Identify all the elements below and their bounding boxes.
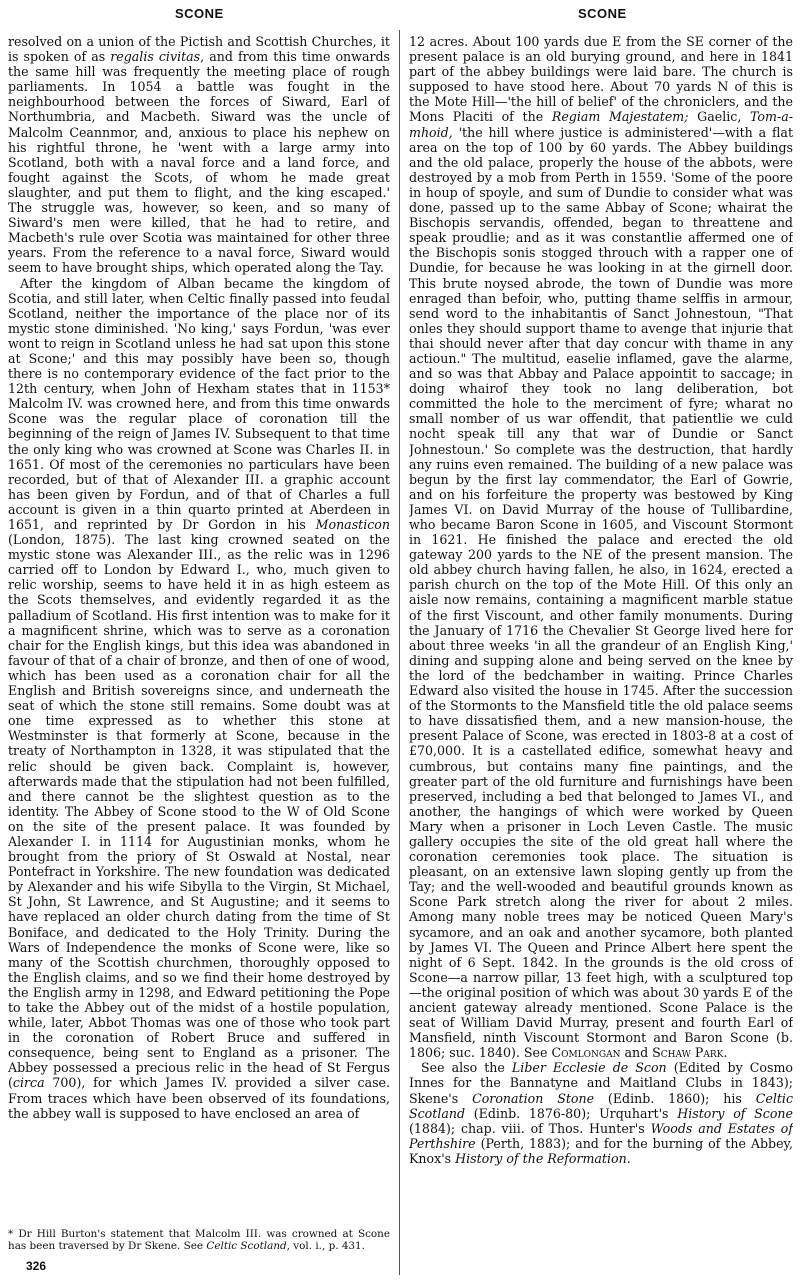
right-column (409, 34, 793, 1282)
page-number: 326 (26, 1259, 47, 1273)
running-head-right: SCONE (578, 6, 627, 21)
column-divider (399, 30, 400, 1275)
cross-reference: Comlongan (551, 1045, 621, 1061)
right-paragraph-2: See also the Liber Ecclesie de Scon (Edited by Cosmo Innes for the Bannatyne and Maitland Clubs in 1843); Skene's Coronation Stone (Edinb. 1860); his Celtic Scotland (Edinb. 1876-80); Urquhart's History of Scone (1884); chap. viii. of Thos. Hunter's Woods and Estates of Perthshire (Perth, 1883); and for the burning of the Abbey, Knox's History of the Reformation. (409, 1060, 793, 1166)
footnote: * Dr Hill Burton's statement that Malcolm III. was crowned at Scone has been traversed by Dr Skene. See Celtic Scotland, vol. i., p. 431. (8, 1228, 390, 1253)
left-paragraph-1: resolved on a union of the Pictish and Scottish Churches, it is spoken of as regalis civitas, and from this time onwards the same hill was frequently the meeting place of rough parliaments. In 1054 a battle was fought in the neighbourhood between the forces of Siward, Earl of Northumbria, and Macbeth. Siward was the uncle of Malcolm Ceannmor, and, anxious to place his nephew on his rightful throne, he 'went with a large army into Scotland, both with a naval force and a land force, and fought against the Scots, of whom he made great slaughter, and put them to flight, and the king escaped.' The struggle was, however, so keen, and so many of Siward's men were killed, that he had to retire, and Macbeth's rule over Scotia was maintained for other three years. From the reference to a naval force, Siward would seem to have brought ships, which operated along the Tay. (8, 34, 390, 276)
left-paragraph-2: After the kingdom of Alban became the kingdom of Scotia, and still later, when Celtic finally passed into feudal Scotland, neither the importance of the place nor of its mystic stone diminished. 'No king,' says Fordun, 'was ever wont to reign in Scotland unless he had sat upon this stone at Scone;' and this may possibly have been so, though there is no contemporary evidence of the fact prior to the 12th century, when John of Hexham states that in 1153* Malcolm IV. was crowned here, and from this time onwards Scone was the regular place of coronation till the beginning of the reign of James IV. Subsequent to that time the only king who was crowned at Scone was Charles II. in 1651. Of most of the ceremonies no particulars have been recorded, but of that of Alexander III. a graphic account has been given by Fordun, and of that of Charles a full account is given in a thin quarto printed at Aberdeen in 1651, and reprinted by Dr Gordon in his Monasticon (London, 1875). The last king crowned seated on the mystic stone was Alexander III., as the relic was in 1296 carried off to London by Edward I., who, much given to relic worship, seems to have held it in as high esteem as the Scots themselves, and evidently regarded it as the palladium of Scotland. His first intention was to make for it a magnificent shrine, which was to serve as a coronation chair for the English kings, but this idea was abandoned in favour of that of a chair of bronze, and then of one of wood, which has been used as a coronation chair for all the English and British sovereigns since, and underneath the seat of which the stone still remains. Some doubt was at one time expressed as to whether this stone at Westminster is that formerly at Scone, because in the treaty of Northampton in 1328, it was stipulated that the relic should be given back. Complaint is, however, afterwards made that the stipulation had not been fulfilled, and there cannot be the slightest question as to the identity. The Abbey of Scone stood to the W of Old Scone on the site of the present palace. It was founded by Alexander I. in 1114 for Augustinian monks, whom he brought from the priory of St Oswald at Nostal, near Pontefract in Yorkshire. The new foundation was dedicated by Alexander and his wife Sibylla to the Virgin, St Michael, St John, St Lawrence, and St Augustine; and it seems to have replaced an older church dating from the time of St Boniface, and dedicated to the Holy Trinity. During the Wars of Independence the monks of Scone were, like so many of the Scottish churchmen, thoroughly opposed to the English claims, and so we find their home destroyed by the English army in 1298, and Edward petitioning the Pope to take the Abbey out of the midst of a hostile population, while, later, Abbot Thomas was one of those who took part in the coronation of Robert Bruce and suffered in consequence, being sent to England as a prisoner. The Abbey possessed a precious relic in the head of St Fergus (circa 700), for which James IV. provided a silver case. From traces which have been observed of its foundations, the abbey wall is supposed to have enclosed an area of (8, 275, 390, 1121)
right-paragraph-1: 12 acres. About 100 yards due E from the SE corner of the present palace is an old burying ground, and here in 1841 part of the abbey buildings were laid bare. The church is supposed to have stood here. About 70 yards N of this is the Mote Hill—'the hill of belief' of the chroniclers, and the Mons Placiti of the Regiam Majestatem; Gaelic, Tom-a-mhoid, 'the hill where justice is administered'—with a flat area on the top of 100 by 60 yards. The Abbey buildings and the old palace, properly the house of the abbots, were destroyed by a mob from Perth in 1559. 'Some of the poore in houp of spoyle, and sum of Dundie to consider what was done, passed up to the same Abbay of Scone; whairat the Bischopis servandis, offended, began to threattene and speak proudlie; and as it was constantlie affermed one of the Bischopis sonis stogged throuch with a rapper one of Dundie, for because he was looking in at the girnell door. This brute noysed abrode, the town of Dundie was more enraged than befoir, who, putting thame selffis in armour, send word to the inhabitantis of Sanct Johnestoun, "That onles they should support thame to avenge that injurie that thai should never after that day concur with thame in any actioun." The multitud, easelie inflamed, gave the alarme, and so was that Abbay and Palace appointit to saccage; in doing whairof they took no lang deliberation, bot committed the hole to the merciment of fyre; wharat no small nomber of us war offendit, that patientlie we culd nocht speak till any that war of Dundie or Sanct Johnestoun.' So complete was the destruction, that hardly any ruins even remained. The building of a new palace was begun by the first lay commendator, the Earl of Gowrie, and on his forfeiture the property was bestowed by King James VI. on David Murray of the house of Tullibardine, who became Baron Scone in 1605, and Viscount Stormont in 1621. He finished the palace and erected the old gateway 200 yards to the NE of the present mansion. The old abbey church having fallen, he also, in 1624, erected a parish church on the top of the Mote Hill. Of this only an aisle now remains, containing a magnificent marble statue of the first Viscount, and other family monuments. During the January of 1716 the Chevalier St George lived here for about three weeks 'in all the grandeur of an English King,' dining and supping alone and being served on the knee by the lord of the bedchamber in waiting. Prince Charles Edward also visited the house in 1745. After the succession of the Stormonts to the Mansfield title the old palace seems to have dissatisfied them, and a new mansion-house, the present Palace of Scone, was erected in 1803-8 at a cost of £70,000. It is a castellated edifice, somewhat heavy and cumbrous, but contains many fine paintings, and the greater part of the old furniture and furnishings have been preserved, including a bed that belonged to James VI., and another, the hangings of which were worked by Queen Mary when a prisoner in Loch Leven Castle. The music gallery occupies the site of the old great hall where the coronation ceremonies took place. The situation is pleasant, on an extensive lawn sloping gently up from the Tay; and the well-wooded and beautiful grounds known as Scone Park stretch along the river for about 2 miles. Among many noble trees may be noticed Queen Mary's sycamore, and an oak and another sycamore, both planted by James VI. The Queen and Prince Albert here spent the night of 6 Sept. 1842. In the grounds is the old cross of Scone—a narrow pillar, 13 feet high, with a sculptured top—the original position of which was about 30 yards E of the ancient gateway already mentioned. Scone Palace is the seat of William David Murray, present and fourth Earl of Mansfield, ninth Viscount Stormont and Baron Scone (b. 1806; suc. 1840). See Comlongan and Schaw Park. (409, 34, 793, 1061)
running-head-left: SCONE (175, 6, 224, 21)
cross-reference: Schaw Park (652, 1045, 724, 1061)
left-column (8, 34, 390, 1224)
